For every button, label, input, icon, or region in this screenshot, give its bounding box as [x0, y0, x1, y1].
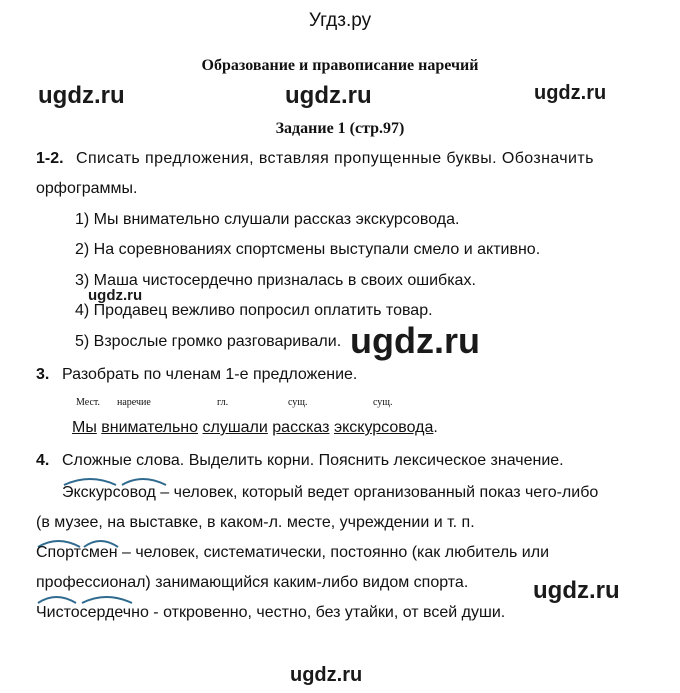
- task-text: орфограммы.: [36, 180, 138, 197]
- site-header: Угдз.ру: [308, 10, 372, 31]
- watermark: ugdz.ru: [350, 320, 480, 361]
- sentence: 5) Взрослые громко разговаривали.: [75, 333, 342, 350]
- definition-text: Экскурсовод – человек, который ведет организованный показ чего-либо: [62, 484, 599, 501]
- part-of-speech-label: наречие: [117, 397, 151, 408]
- part-of-speech-label: Мест.: [76, 397, 101, 408]
- parsed-word: внимательно: [101, 419, 199, 436]
- task-number: 1-2.: [36, 150, 64, 167]
- definition-text: Чистосердечно - откровенно, честно, без утайки, от всей души.: [36, 604, 506, 621]
- sentence: 1) Мы внимательно слушали рассказ экскурсовода.: [75, 211, 460, 228]
- parsed-word: слушали: [202, 419, 268, 436]
- topic-title: Образование и правописание наречий: [201, 57, 479, 74]
- parsed-sentence: [72, 419, 438, 437]
- watermark: ugdz.ru: [290, 664, 363, 686]
- definition-text: Спортсмен – человек, систематически, постоянно (как любитель или: [36, 544, 550, 561]
- task-title: Задание 1 (стр.97): [275, 120, 405, 137]
- sentence: 4) Продавец вежливо попросил оплатить товар.: [75, 302, 433, 319]
- sentence: 2) На соревнованиях спортсмены выступали смело и активно.: [75, 241, 541, 258]
- sentence: 3) Маша чистосердечно призналась в своих ошибках.: [75, 272, 476, 289]
- watermark: ugdz.ru: [38, 82, 125, 109]
- watermark: ugdz.ru: [285, 82, 372, 109]
- parsed-word: Мы: [72, 419, 97, 436]
- watermark: ugdz.ru: [88, 287, 143, 304]
- task-number: 3.: [36, 366, 50, 383]
- watermark: ugdz.ru: [533, 577, 620, 604]
- parsed-word: экскурсовода: [333, 419, 434, 436]
- part-of-speech-label: гл.: [217, 397, 229, 408]
- definition-text: (в музее, на выставке, в каком-л. месте, учреждении и т. п.: [36, 514, 475, 531]
- watermark: ugdz.ru: [534, 82, 607, 104]
- task-text: Списать предложения, вставляя пропущенные буквы. Обозначить: [76, 150, 594, 167]
- definition-text: профессионал) занимающийся каким-либо видом спорта.: [36, 574, 469, 591]
- parsed-word: рассказ: [272, 419, 330, 436]
- part-of-speech-label: сущ.: [288, 397, 308, 408]
- task-text: Разобрать по членам 1-е предложение.: [62, 366, 358, 383]
- period: .: [433, 419, 438, 436]
- task-text: Сложные слова. Выделить корни. Пояснить лексическое значение.: [62, 452, 564, 469]
- part-of-speech-label: сущ.: [373, 397, 393, 408]
- task-number: 4.: [36, 452, 50, 469]
